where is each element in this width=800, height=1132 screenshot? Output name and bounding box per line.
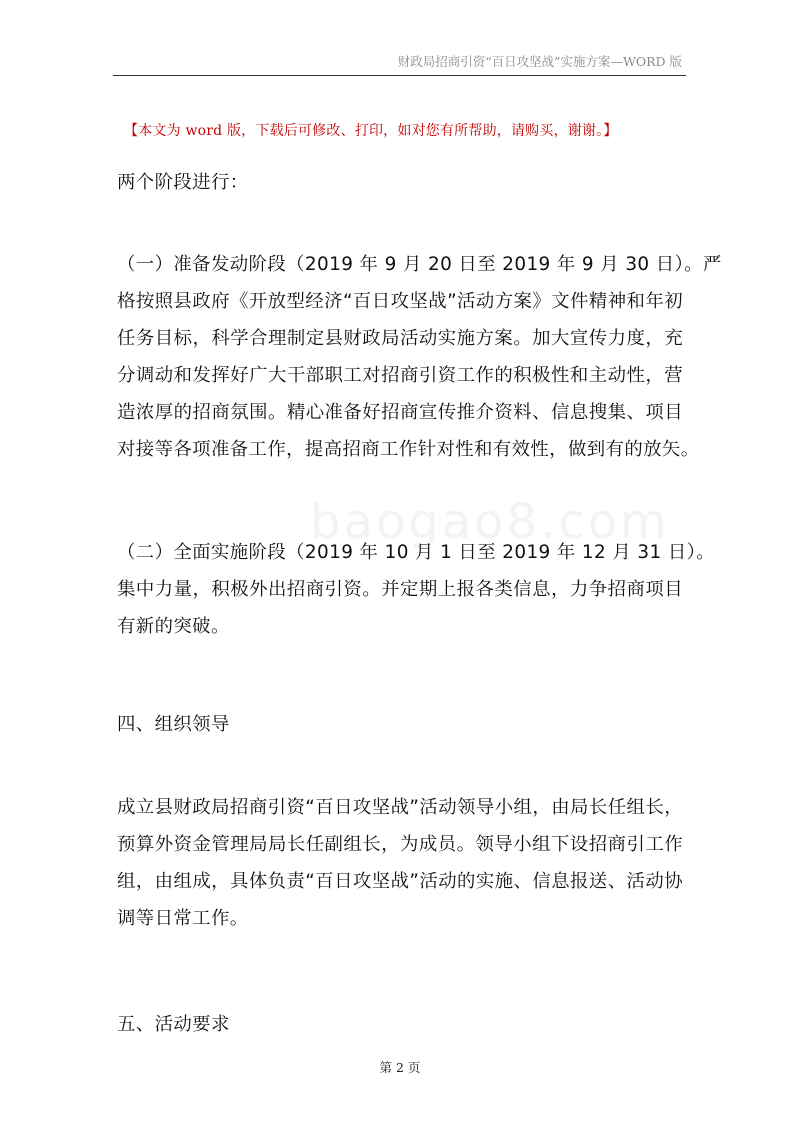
- phase1-line: 造浓厚的招商氛围。精心准备好招商宣传推介资料、信息搜集、项目: [117, 402, 683, 423]
- phase2-line: 集中力量，积极外出招商引资。并定期上报各类信息，力争招商项目: [117, 579, 683, 600]
- phase1-paragraph: [117, 246, 722, 468]
- section4-line: 组，由组成，具体负责“百日攻坚战”活动的实施、信息报送、活动协: [117, 871, 683, 892]
- section4-line: 预算外资金管理局局长任副组长，为成员。领导小组下设招商引工作: [117, 834, 683, 855]
- purchase-notice: 【本文为 word 版，下载后可修改、打印，如对您有所帮助，请购买，谢谢。】: [124, 123, 618, 139]
- section4-heading-text: 四、组织领导: [117, 714, 230, 735]
- page-number: 第 2 页: [379, 1060, 421, 1075]
- section4-heading: [117, 706, 683, 743]
- phase1-line: 对接等各项准备工作，提高招商工作针对性和有效性，做到有的放矢。: [117, 439, 700, 460]
- phase2-paragraph: [117, 534, 716, 645]
- intro-paragraph: [117, 164, 683, 201]
- section4-paragraph: [117, 789, 683, 937]
- phase2-line: （二）全面实施阶段（2019 年 10 月 1 日至 2019 年 12 月 31 日）。: [117, 542, 716, 563]
- section5-heading: [117, 1006, 683, 1043]
- running-header-title: 财政局招商引资“百日攻坚战”实施方案—WORD 版: [397, 54, 682, 69]
- phase1-line: 分调动和发挥好广大干部职工对招商引资工作的积极性和主动性，营: [117, 365, 683, 386]
- intro-line: 两个阶段进行：: [117, 172, 249, 193]
- section5-heading-text: 五、活动要求: [117, 1014, 230, 1035]
- header-divider: [113, 75, 686, 76]
- phase2-line: 有新的突破。: [117, 616, 230, 637]
- phase1-line: （一）准备发动阶段（2019 年 9 月 20 日至 2019 年 9 月 30 日）。严: [117, 254, 722, 275]
- phase1-line: 格按照县政府《开放型经济“百日攻坚战”活动方案》文件精神和年初: [117, 291, 683, 312]
- section4-line: 调等日常工作。: [117, 908, 249, 929]
- section4-line: 成立县财政局招商引资“百日攻坚战”活动领导小组，由局长任组长，: [117, 797, 683, 818]
- phase1-line: 任务目标，科学合理制定县财政局活动实施方案。加大宣传力度，充: [117, 328, 683, 349]
- watermark-text: baogao8.com: [310, 494, 670, 550]
